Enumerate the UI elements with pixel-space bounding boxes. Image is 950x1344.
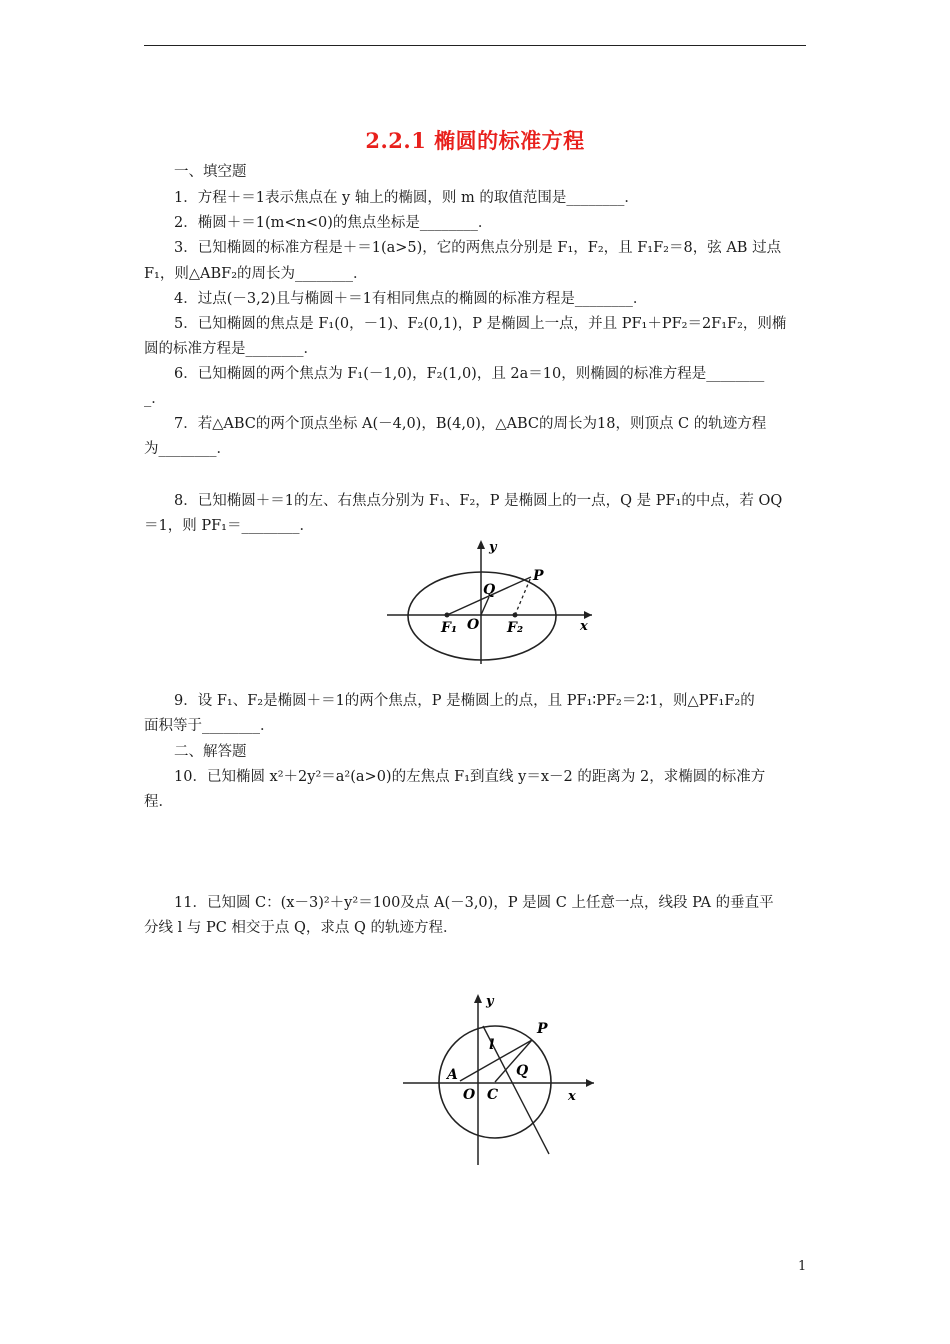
question-7-line-1: 7．若△ABC的两个顶点坐标 A(－4,0)，B(4,0)，△ABC的周长为18，则顶点 C 的轨迹方程 (174, 416, 767, 432)
question-9-line-1: 9．设 F₁、F₂是椭圆＋＝1的两个焦点，P 是椭圆上的点，且 PF₁∶PF₂＝2∶1，则△PF₁F₂的 (174, 693, 755, 709)
question-5-line-2: 圆的标准方程是________． (144, 341, 318, 357)
point-q-label: Q (483, 582, 496, 598)
question-7-line-2: 为________． (144, 441, 231, 457)
question-3-line-2: F₁，则△ABF₂的周长为________． (144, 266, 368, 282)
question-9-line-2: 面积等于________． (144, 718, 275, 734)
header-rule (144, 45, 806, 46)
x-axis-arrow-icon (584, 611, 592, 619)
section-heading-solutions: 二、解答题 (174, 744, 247, 760)
page-title: 2.2.1 椭圆的标准方程 (365, 128, 585, 153)
focus-f1-dot (445, 613, 450, 618)
question-5-line-1: 5．已知椭圆的焦点是 F₁(0，－1)、F₂(0,1)，P 是椭圆上一点，并且 PF₁＋PF₂＝2F₁F₂，则椭 (174, 316, 787, 332)
question-3-line-1: 3．已知椭圆的标准方程是＋＝1(a>5)，它的两焦点分别是 F₁，F₂，且 F₁F₂＝8，弦 AB 过点 (174, 240, 782, 256)
page-number: 1 (798, 1259, 807, 1274)
question-10-line-1: 10．已知椭圆 x²＋2y²＝a²(a>0)的左焦点 F₁到直线 y＝x－2 的距离为 2，求椭圆的标准方 (174, 769, 766, 785)
ellipse (408, 572, 556, 660)
point-q-label: Q (516, 1063, 529, 1079)
focus-f2-dot (513, 613, 518, 618)
point-c-label: C (487, 1087, 499, 1103)
question-6-line-1: 6．已知椭圆的两个焦点为 F₁(－1,0)，F₂(1,0)，且 2a＝10，则椭圆的标准方程是________ (174, 366, 765, 382)
question-11-line-1: 11．已知圆 C：(x－3)²＋y²＝100及点 A(－3,0)，P 是圆 C 上任意一点，线段 PA 的垂直平 (174, 895, 774, 911)
x-axis-arrow-icon (586, 1079, 594, 1087)
origin-label: O (467, 617, 480, 633)
question-4: 4．过点(－3,2)且与椭圆＋＝1有相同焦点的椭圆的标准方程是________． (174, 291, 648, 307)
point-p-label: P (533, 568, 544, 584)
y-axis-label: y (489, 540, 497, 555)
question-8-line-1: 8．已知椭圆＋＝1的左、右焦点分别为 F₁、F₂，P 是椭圆上的一点，Q 是 PF₁的中点，若 OQ (174, 493, 783, 509)
focus-f2-label: F₂ (507, 620, 524, 636)
x-axis-label: x (568, 1089, 576, 1104)
y-axis-label: y (486, 994, 494, 1009)
line-l-label: l (489, 1037, 495, 1053)
origin-label: O (463, 1087, 476, 1103)
point-a-label: A (447, 1067, 458, 1083)
circle-figure (398, 990, 598, 1170)
question-2: 2．椭圆＋＝1(m<n<0)的焦点坐标是________． (174, 215, 493, 231)
question-1: 1．方程＋＝1表示焦点在 y 轴上的椭圆，则 m 的取值范围是________． (174, 190, 639, 206)
question-11-line-2: 分线 l 与 PC 相交于点 Q，求点 Q 的轨迹方程． (144, 920, 458, 936)
ellipse-figure (380, 536, 600, 668)
point-p-label: P (537, 1021, 548, 1037)
question-10-line-2: 程． (144, 794, 173, 810)
focus-f1-label: F₁ (441, 620, 458, 636)
x-axis-label: x (580, 619, 588, 634)
y-axis-arrow-icon (477, 540, 485, 549)
y-axis-arrow-icon (474, 994, 482, 1003)
section-heading-fill-in: 一、填空题 (174, 164, 247, 180)
question-8-line-2: ＝1，则 PF₁＝________． (144, 518, 314, 534)
question-6-line-2: _． (144, 391, 166, 407)
